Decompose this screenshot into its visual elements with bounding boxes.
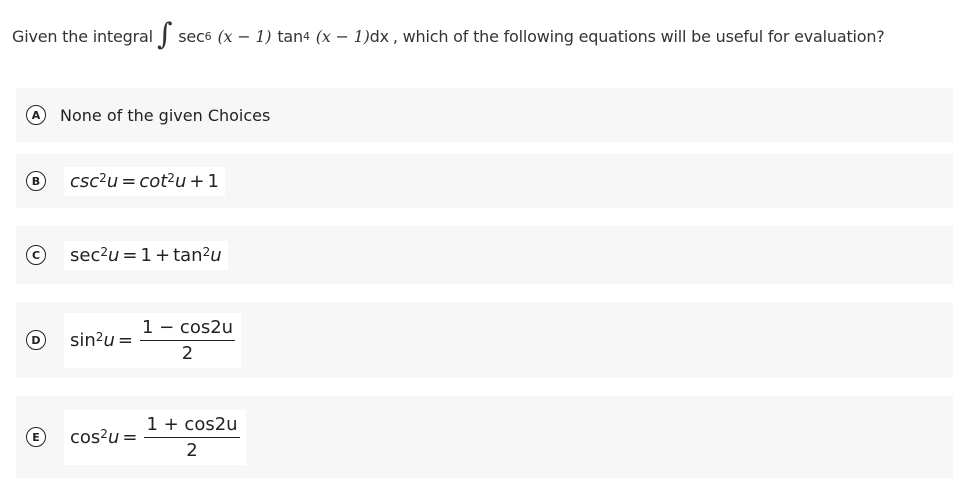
question-suffix: , which of the following equations will be useful for evaluation? — [392, 26, 885, 46]
lhs-exponent: 2 — [100, 245, 108, 259]
choice-c-letter: C — [26, 245, 46, 265]
choice-b-letter: B — [26, 171, 46, 191]
lhs-exponent: 2 — [99, 171, 107, 185]
choice-d-equation — [64, 313, 241, 368]
question-prefix: Given the integral — [12, 26, 153, 46]
equals-sign: = — [117, 329, 133, 351]
argument-1: (x − 1) — [217, 26, 272, 46]
lhs-function: sin — [70, 329, 96, 351]
question-text — [12, 18, 947, 54]
choice-d[interactable] — [16, 302, 953, 378]
fraction-denominator: 2 — [186, 439, 198, 461]
choice-c-equation — [64, 241, 228, 270]
plus-sign: + — [154, 244, 171, 266]
tan-function: tan — [277, 26, 303, 46]
equals-sign: = — [121, 170, 137, 192]
choice-e-letter: E — [26, 427, 46, 447]
tan-exponent: 4 — [302, 29, 310, 43]
sec-function: sec — [178, 26, 205, 46]
choice-d-letter: D — [26, 330, 46, 350]
constant-one: 1 — [140, 244, 152, 266]
lhs-variable: u — [107, 426, 120, 448]
equals-sign: = — [122, 426, 138, 448]
choice-c[interactable] — [16, 226, 953, 284]
choice-b[interactable] — [16, 154, 953, 208]
fraction-numerator: 1 + cos2u — [144, 414, 239, 438]
lhs-function: cos — [70, 426, 101, 448]
rhs-function: cot — [139, 170, 168, 192]
plus-sign: + — [189, 170, 205, 192]
fraction-denominator: 2 — [181, 342, 194, 364]
lhs-exponent: 2 — [95, 330, 104, 344]
constant-one: 1 — [207, 170, 219, 192]
choice-a-text: None of the given Choices — [60, 105, 271, 125]
rhs-variable: u — [210, 244, 222, 266]
integrand — [178, 27, 389, 46]
choice-a[interactable] — [16, 88, 953, 142]
choice-a-letter: A — [26, 105, 46, 125]
sec-exponent: 6 — [204, 29, 212, 43]
equals-sign: = — [122, 244, 138, 266]
rhs-variable: u — [174, 170, 187, 192]
lhs-variable: u — [108, 244, 120, 266]
rhs-function: tan — [173, 244, 203, 266]
lhs-function: sec — [70, 244, 101, 266]
lhs-function: csc — [70, 170, 100, 192]
integral-symbol: ∫ — [156, 17, 173, 52]
fraction-numerator: 1 − cos2u — [140, 317, 235, 341]
lhs-variable: u — [103, 329, 115, 351]
choice-e[interactable] — [16, 396, 953, 478]
differential: dx — [369, 26, 389, 46]
fraction — [144, 414, 239, 461]
argument-2: (x − 1) — [315, 26, 370, 46]
choice-e-equation — [64, 410, 246, 465]
rhs-exponent: 2 — [167, 171, 175, 185]
fraction — [140, 317, 235, 364]
lhs-variable: u — [106, 170, 119, 192]
lhs-exponent: 2 — [100, 427, 108, 441]
choice-b-equation — [64, 167, 225, 196]
rhs-exponent: 2 — [202, 245, 211, 259]
